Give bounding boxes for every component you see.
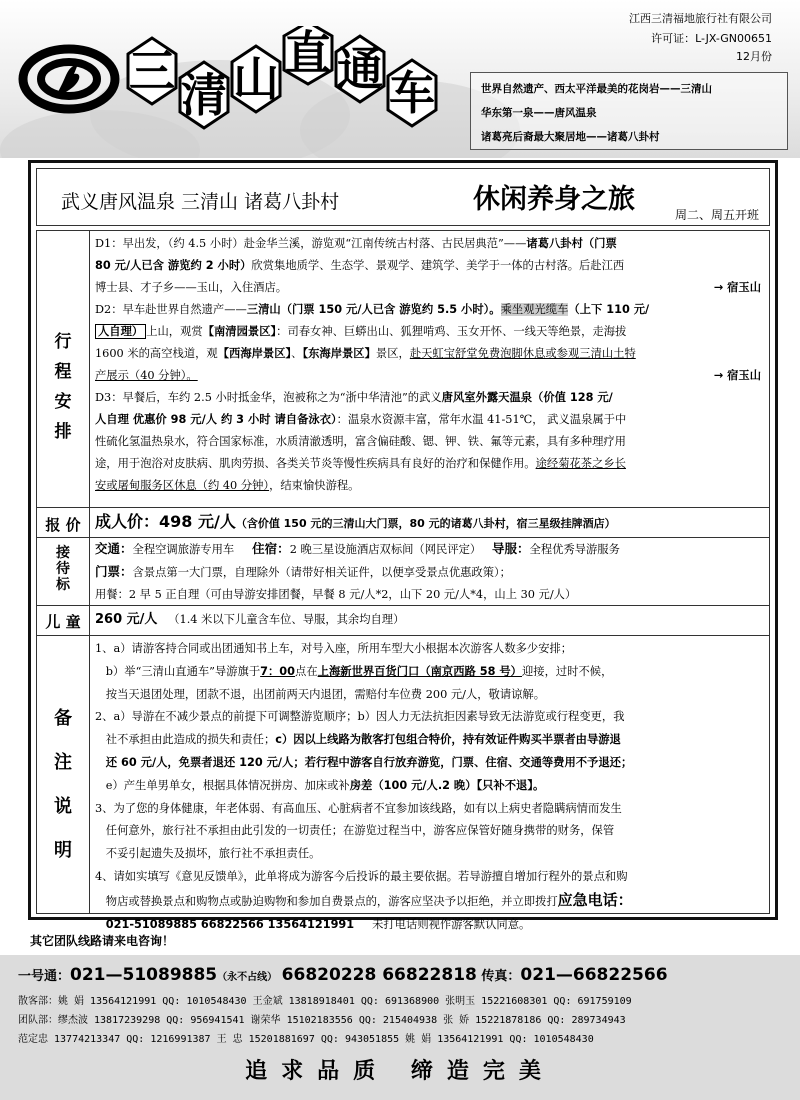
label-char: 接 [56, 545, 70, 561]
label-char: 行 [54, 332, 72, 352]
label-char: 说 [54, 796, 72, 817]
itinerary-label [37, 327, 89, 447]
emergency-label: 应急电话： [557, 890, 633, 909]
itinerary-content [95, 233, 767, 497]
day2-line: 产展示（40 分钟）。 → 宿玉山 [95, 365, 767, 387]
tour-theme: 休闲养身之旅 [473, 184, 635, 215]
label-char: 排 [54, 422, 72, 442]
contact-row: 范定忠 13774213347 QQ: 1216991387 王 忠 15201881697 QQ: 943051855 姚 娟 13564121991 QQ: 1010548430 [18, 1034, 594, 1045]
day1-line: 博士县、才子乡——玉山，入住酒店。 → 宿玉山 [95, 277, 767, 299]
label-char: 安 [54, 392, 72, 412]
phone-numbers[interactable]: 66820228 66822818 [281, 965, 477, 985]
adult-price: 成人价：498 元/人 [95, 512, 236, 531]
child-content [95, 609, 767, 631]
notes-label [37, 697, 89, 873]
tour-table [36, 230, 770, 931]
day1-line: 80 元/人已含 游览约 2 小时）欣赏集地质学、生态学、景观学、建筑学、美学于一体的古村落。后赴江西 [95, 259, 625, 272]
child-price: 260 元/人 [95, 612, 158, 627]
day3-line: 途，用于泡浴对皮肤病、肌肉劳损、各类关节炎等慢性疾病具有良好的治疗和保健作用。途经菊花茶之乡长 [95, 457, 626, 470]
day3-line: 人自理 优惠价 98 元/人 约 3 小时 请自备泳衣）：温泉水资源丰富，常年水温 41-51℃， 武义温泉属于中 [95, 413, 627, 426]
notes-content: 1、a）请游客持合同或出团通知书上车，对号入座，所用车型大小根据本次游客人数多少安排； b）举“三清山直通车”导游旗于7：00点在上海新世界百货门口（南京西路 58 号）迎接，过时不候， 按当天退团处理，团款不退，出团前两天内退团，需赔付车位费 200 元/人，敬请谅解。 2、a）导游在不减少景点的前提下可调整游览顺序；b）因人力无法抗拒因素导致无法游览或行程变更，我 社不承担由此造成的损失和责任；c）因以上线路为散客打包组合特价，持有效证件购买半票者由导游退 还 60 元/人，免票者退还 120 元/人；若行程中游客自行放弃游览，门票、住宿、交通等费用不予退还； e）产生单男单女，根据具体情况拼房、加床或补房差（100 元/人.2 晚）【只补不退】。 3、为了您的身体健康，年老体弱、有高血压、心脏病者不宜参加该线路，如有以上病史者隐瞒病情而发生 任何意外，旅行社不承担由此引发的一切责任；在游览过程当中，游客应保管好随身携带的财务，保管 不妥引起遗失及损坏，旅行社不承担责任。 4、请如实填写《意见反馈单》，此单将成为游客今后投诉的最主要依据。若导游擅自增加行程外的景点和购 物店或替换景点和购物点或胁迫购物和参加自费景点的，游客应坚决予以拒绝，并立即拨打应急电话： 021-51089885 66822566 13564121991 未打电话则视作游客默认同意。 [95, 642, 633, 931]
day3-line: 性硫化氢温热泉水，符合国家标准，水质清澈透明，富含偏硅酸、锶、钾、铁、氟等元素，具有多种理疗用 [95, 435, 626, 448]
hotline-row: 一号通：021—51089885（永不占线） 66820228 66822818 传真：021—66822566 [18, 965, 668, 985]
label-char: 明 [54, 840, 72, 861]
day2-line: 1600 米的高空栈道，观【西海岸景区】、【东海岸景区】景区，赴天虹宝舒堂免费泡脚休息或参观三清山土特 [95, 347, 636, 360]
slogan: 华东第一泉——唐风温泉 [481, 107, 597, 119]
title-char: 清 [181, 68, 227, 122]
day2-line: 人自理） 上山，观赏【南清园景区】：司春女神、巨蟒出山、狐狸啃鸡、玉女开怀、一线天等绝景，走海拔 [95, 321, 767, 343]
contact-row: 团队部：缪杰波 13817239298 QQ: 956941541 谢荣华 15102183556 QQ: 215404938 张 娇 15221878186 QQ: 289734943 [18, 1015, 626, 1026]
contact-row: 散客部：姚 娟 13564121991 QQ: 1010548430 王金斌 13818918401 QQ: 691368900 张明玉 15221608301 QQ: 691759109 [18, 996, 632, 1007]
child-label: 儿 童 [45, 613, 81, 631]
company-motto: 追求品质 缔造完美 [245, 1058, 555, 1084]
day1-line: D1：早出发，（约 4.5 小时）赴金华兰溪，游览观“江南传统古村落、古民居典范”——诸葛八卦村（门票 [95, 237, 617, 250]
license-number: 许可证：L-JX-GN00651 [651, 32, 772, 45]
label-char: 程 [54, 362, 72, 382]
month-label: 12月份 [736, 50, 772, 63]
title-char: 三 [129, 44, 175, 98]
day3-line: D3：早餐后，车约 2.5 小时抵金华，泡被称之为“浙中华清池”的武义唐风室外露天温泉（价值 128 元/ [95, 391, 613, 404]
price-label: 报 价 [45, 516, 81, 534]
row-divider [37, 635, 769, 636]
swirl-logo-icon [14, 34, 124, 124]
title-char: 通 [337, 42, 383, 96]
price-content [95, 511, 767, 535]
departure-schedule: 周二、周五开班 [674, 208, 759, 222]
row-divider [37, 507, 769, 508]
fax-number: 021—66822566 [520, 965, 668, 985]
service-label [37, 545, 89, 593]
brand-title [124, 26, 454, 136]
header-banner [0, 0, 800, 158]
contact-list [18, 992, 632, 1049]
title-char: 直 [285, 26, 331, 80]
day2-line: D2：早车赴世界自然遗产——三清山（门票 150 元/人已含 游览约 5.5 小时）。乘坐观光缆车（上下 110 元/ [95, 303, 650, 316]
overnight-yushan: → 宿玉山 [713, 369, 761, 382]
service-content: 交通：全程空调旅游专用车 住宿：2 晚三星设施酒店双标间（网民评定） 导服：全程优秀导游服务 门票：含景点第一大门票，自理除外（请带好相关证件，以便享受景点优惠政策）； 用餐：2 早 5 正自理（可由导游安排团餐，早餐 8 元/人*2，山下 20 元/人*4，山上 30 元/人） [95, 541, 620, 601]
slogan-box [470, 72, 788, 150]
emergency-numbers[interactable]: 021-51089885 66822566 13564121991 [105, 917, 355, 931]
inquiry-note: 其它团队线路请来电咨询！ [30, 934, 175, 948]
slogan: 世界自然遗产、西太平洋最美的花岗岩——三清山 [481, 83, 712, 95]
label-char: 待 [56, 561, 70, 577]
slogan: 诸葛亮后裔最大聚居地——诸葛八卦村 [481, 131, 660, 143]
price-note: （含价值 150 元的三清山大门票，80 元的诸葛八卦村，宿三星级挂牌酒店） [235, 517, 616, 530]
route-title: 武义唐风温泉 三清山 诸葛八卦村 [61, 191, 340, 213]
tour-subheader [36, 168, 770, 226]
company-name: 江西三清福地旅行社有限公司 [629, 12, 772, 25]
column-divider [89, 231, 90, 913]
day3-line: 安或屠甸服务区休息（约 40 分钟），结束愉快游程。 [95, 479, 360, 492]
title-char: 山 [233, 52, 279, 106]
label-char: 标 [56, 577, 70, 593]
hotline-number[interactable]: 021—51089885 [70, 965, 218, 985]
label-char: 备 [54, 708, 72, 729]
title-char: 车 [389, 66, 435, 120]
child-note: （1.4 米以下儿童含车位、导服，其余均自理） [168, 613, 405, 626]
overnight-yushan: → 宿玉山 [713, 281, 761, 294]
label-char: 注 [54, 752, 72, 773]
